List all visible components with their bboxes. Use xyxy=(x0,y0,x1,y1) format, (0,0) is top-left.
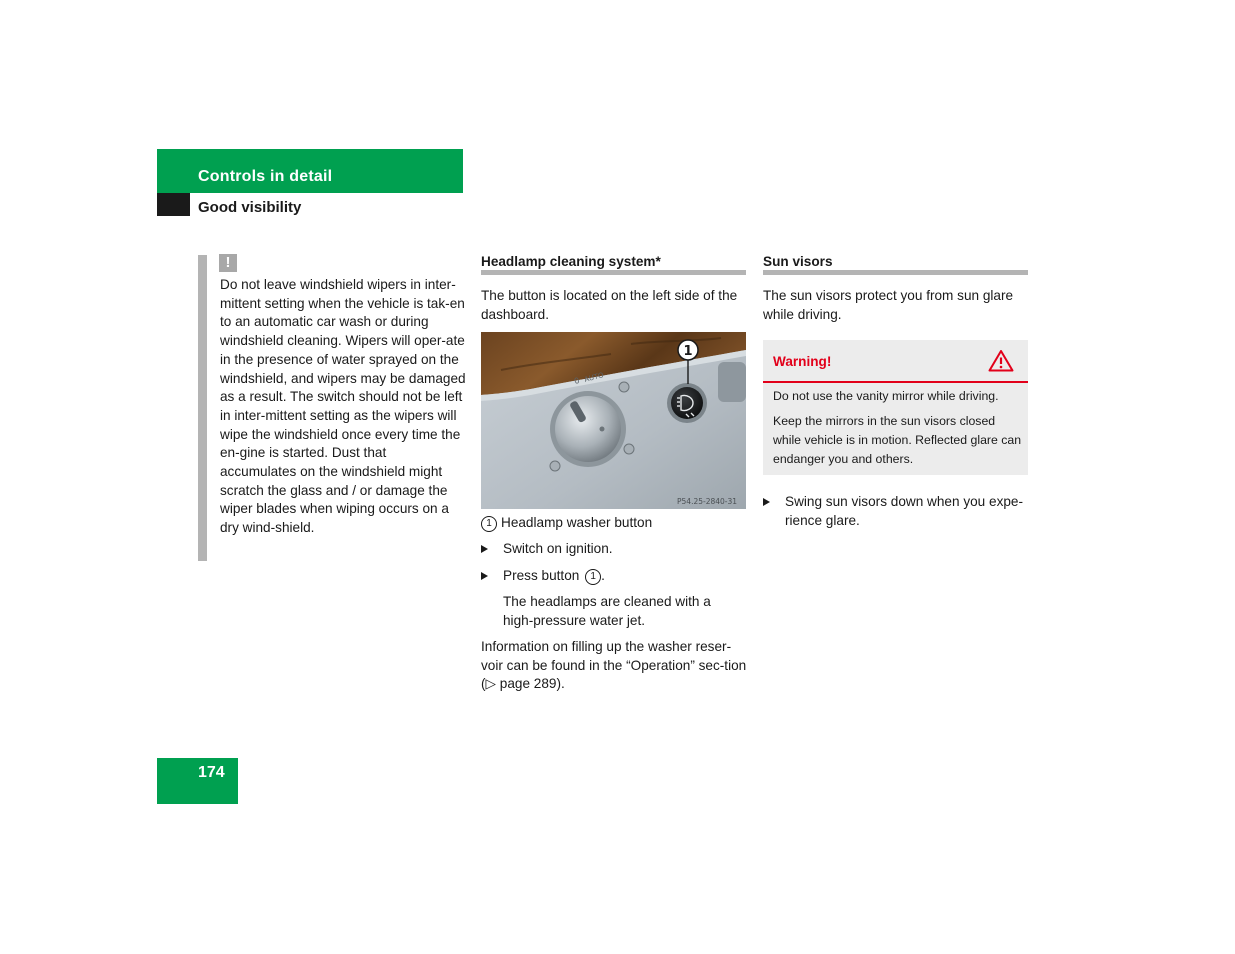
bullet-arrow-icon xyxy=(481,572,488,580)
subsection-marker xyxy=(157,193,190,216)
note-exclamation-icon: ! xyxy=(219,254,237,272)
sun-visors-rule xyxy=(763,270,1028,275)
headlamp-intro: The button is located on the left side of the dashboard. xyxy=(481,288,738,322)
step-prefix: Press button xyxy=(503,568,580,583)
step-result: The headlamps are cleaned with a high-pressure water jet. xyxy=(503,594,711,628)
warning-triangle-icon xyxy=(988,349,1014,372)
note-bar xyxy=(198,255,207,561)
warning-box xyxy=(763,340,1028,475)
page-number: 174 xyxy=(198,764,225,781)
caption-callout: 1 xyxy=(481,516,497,532)
figure-callout: 1 xyxy=(683,344,693,359)
headlamp-rule xyxy=(481,270,746,275)
warning-rule xyxy=(763,381,1028,383)
subsection-title: Good visibility xyxy=(198,199,302,216)
caption-text: Headlamp washer button xyxy=(501,515,653,530)
bullet-arrow-icon xyxy=(481,545,488,553)
figure-code: P54.25-2840-31 xyxy=(677,497,738,506)
dial-label-zero: 0 xyxy=(573,375,581,386)
step-text: Switch on ignition. xyxy=(503,541,613,556)
headlamp-heading: Headlamp cleaning system* xyxy=(481,254,661,269)
sun-visors-intro: The sun visors protect you from sun glare while driving. xyxy=(763,288,1014,322)
note-text: Do not leave windshield wipers in inter-mittent setting when the vehicle is tak-en to an automatic car wash or during windshield cleaning. Wipers will oper-ate in the presence of water sprayed on the windshield, and wipers may be damaged as a result. The switch should not be left in inter-mittent setting as the wipers will wipe the windshield once every time the en-gine is started. Dust that accumulates on the windshield might scratch the glass and / or damage the wiper blades when wiping occurs on a dry wind-shield. xyxy=(220,277,466,536)
warning-line-2: Keep the mirrors in the sun visors closed while vehicle is in motion. Reflected glare can endanger you and others. xyxy=(773,414,1022,466)
dashboard-illustration xyxy=(481,332,746,509)
step-suffix: . xyxy=(601,568,605,583)
section-title: Controls in detail xyxy=(198,168,333,185)
dashboard-photo xyxy=(481,332,746,509)
warning-title: Warning! xyxy=(773,354,832,369)
dial-label-auto: AUTO xyxy=(583,371,605,384)
step-text: Swing sun visors down when you expe-rience glare. xyxy=(785,494,1024,528)
step-callout: 1 xyxy=(585,569,601,585)
figure-caption xyxy=(481,514,746,533)
warning-line-1: Do not use the vanity mirror while driving. xyxy=(773,389,999,403)
sun-visors-heading: Sun visors xyxy=(763,254,833,269)
bullet-arrow-icon xyxy=(763,498,770,506)
washer-info: Information on filling up the washer reser-voir can be found in the “Operation” sec-tion (▷ page 289). xyxy=(481,639,747,692)
step-text xyxy=(503,567,746,586)
